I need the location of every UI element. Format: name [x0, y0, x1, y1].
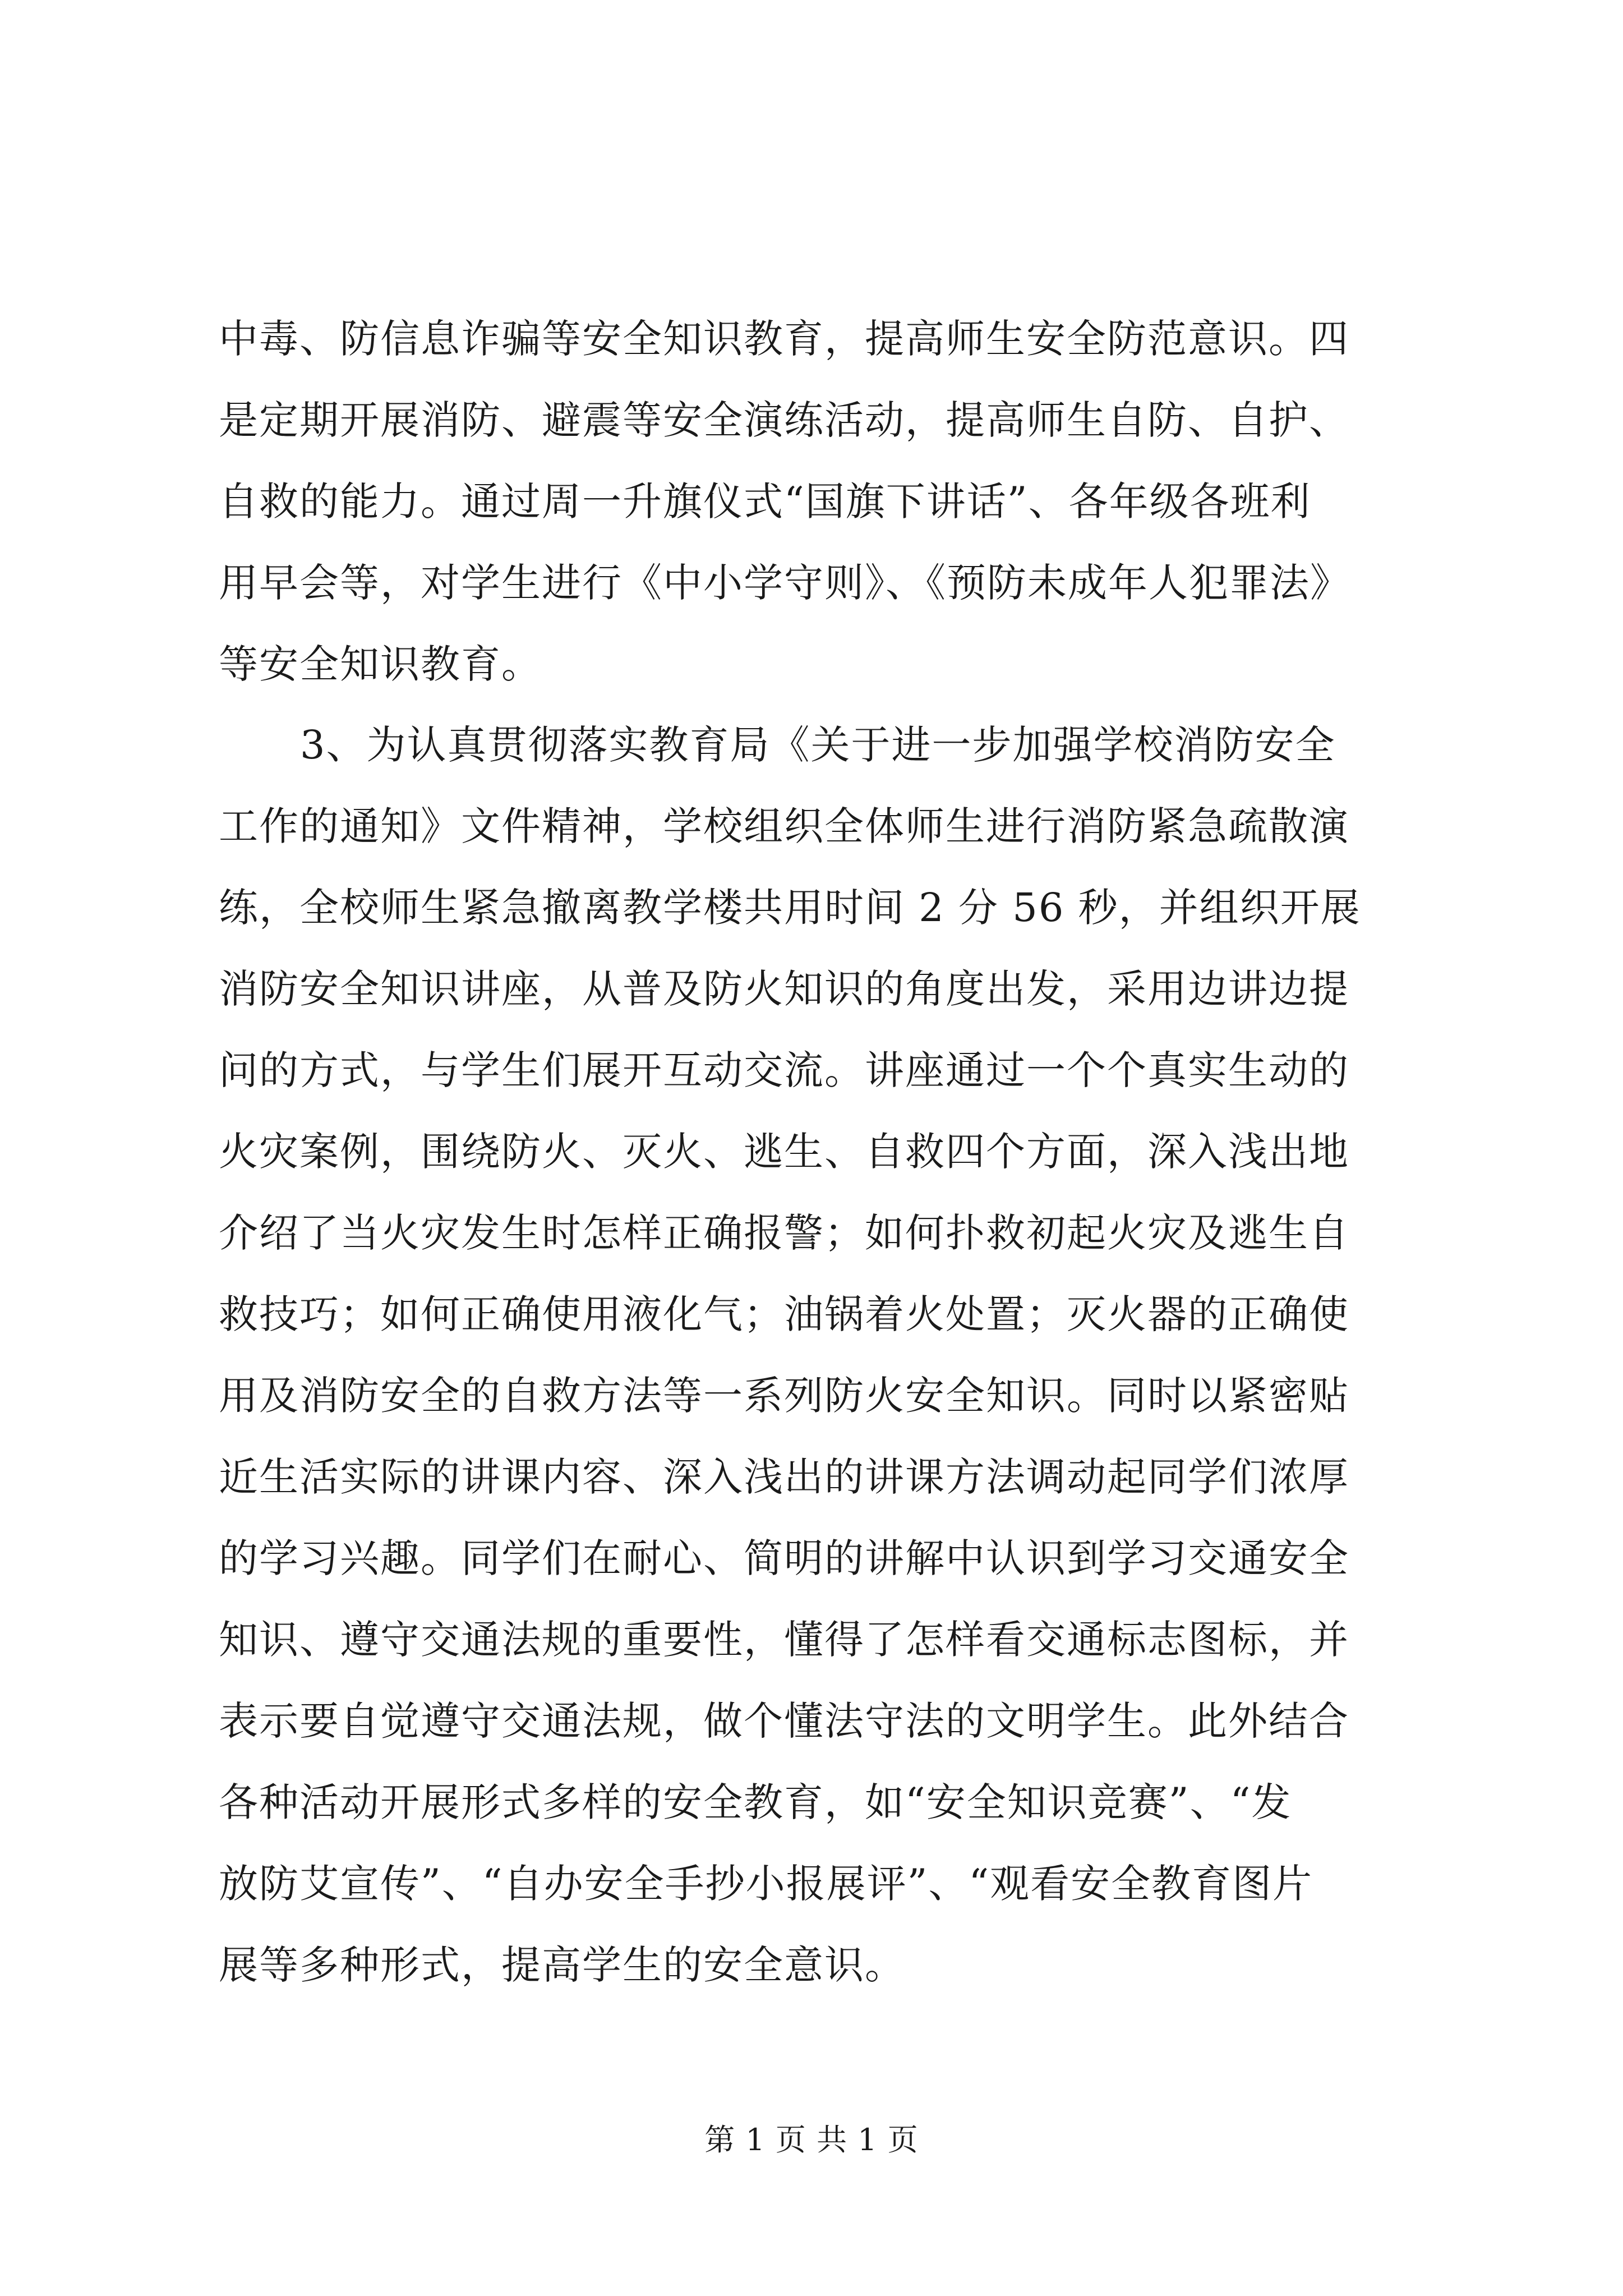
- page-footer: [0, 2120, 1623, 2160]
- text-line: 火灾案例，围绕防火、灭火、逃生、自救四个方面，深入浅出地: [219, 1129, 1349, 1175]
- text-line: 中毒、防信息诈骗等安全知识教育，提高师生安全防范意识。四: [219, 316, 1349, 362]
- text-line: 消防安全知识讲座，从普及防火知识的角度出发，采用边讲边提: [219, 966, 1349, 1012]
- text-line: 练，全校师生紧急撤离教学楼共用时间 2 分 56 秒，并组织开展: [219, 885, 1361, 931]
- paragraph-3: [219, 705, 1419, 2006]
- text-line: 是定期开展消防、避震等安全演练活动，提高师生自防、自护、: [219, 397, 1349, 443]
- text-line: 用早会等，对学生进行《中小学守则》、《预防未成年人犯罪法》: [219, 560, 1350, 606]
- text-line-first: 3、为认真贯彻落实教育局《关于进一步加强学校消防安全: [300, 722, 1336, 768]
- text-line: 知识、遵守交通法规的重要性，懂得了怎样看交通标志图标，并: [219, 1617, 1349, 1663]
- text-line: 问的方式，与学生们展开互动交流。讲座通过一个个真实生动的: [219, 1047, 1349, 1093]
- text-line: 用及消防安全的自救方法等一系列防火安全知识。同时以紧密贴: [219, 1373, 1349, 1419]
- text-line: 等安全知识教育。: [219, 641, 542, 687]
- text-line: 近生活实际的讲课内容、深入浅出的讲课方法调动起同学们浓厚: [219, 1454, 1349, 1500]
- paragraph-continued: [219, 298, 1419, 705]
- text-line: 放防艾宣传”、“自办安全手抄小报展评”、“观看安全教育图片: [219, 1861, 1313, 1907]
- text-line: 表示要自觉遵守交通法规，做个懂法守法的文明学生。此外结合: [219, 1698, 1349, 1744]
- text-line: 自救的能力。通过周一升旗仪式“国旗下讲话”、各年级各班利: [219, 478, 1311, 524]
- text-line: 工作的通知》文件精神，学校组织全体师生进行消防紧急疏散演: [219, 803, 1349, 849]
- page-number: 第 1 页 共 1 页: [704, 2122, 919, 2157]
- text-line: 展等多种形式，提高学生的安全意识。: [219, 1942, 905, 1988]
- text-line: 救技巧；如何正确使用液化气；油锅着火处置；灭火器的正确使: [219, 1291, 1349, 1337]
- text-line: 的学习兴趣。同学们在耐心、简明的讲解中认识到学习交通安全: [219, 1535, 1349, 1581]
- text-line: 各种活动开展形式多样的安全教育，如“安全知识竞赛”、“发: [219, 1779, 1292, 1825]
- text-line: 介绍了当火灾发生时怎样正确报警；如何扑救初起火灾及逃生自: [219, 1210, 1349, 1256]
